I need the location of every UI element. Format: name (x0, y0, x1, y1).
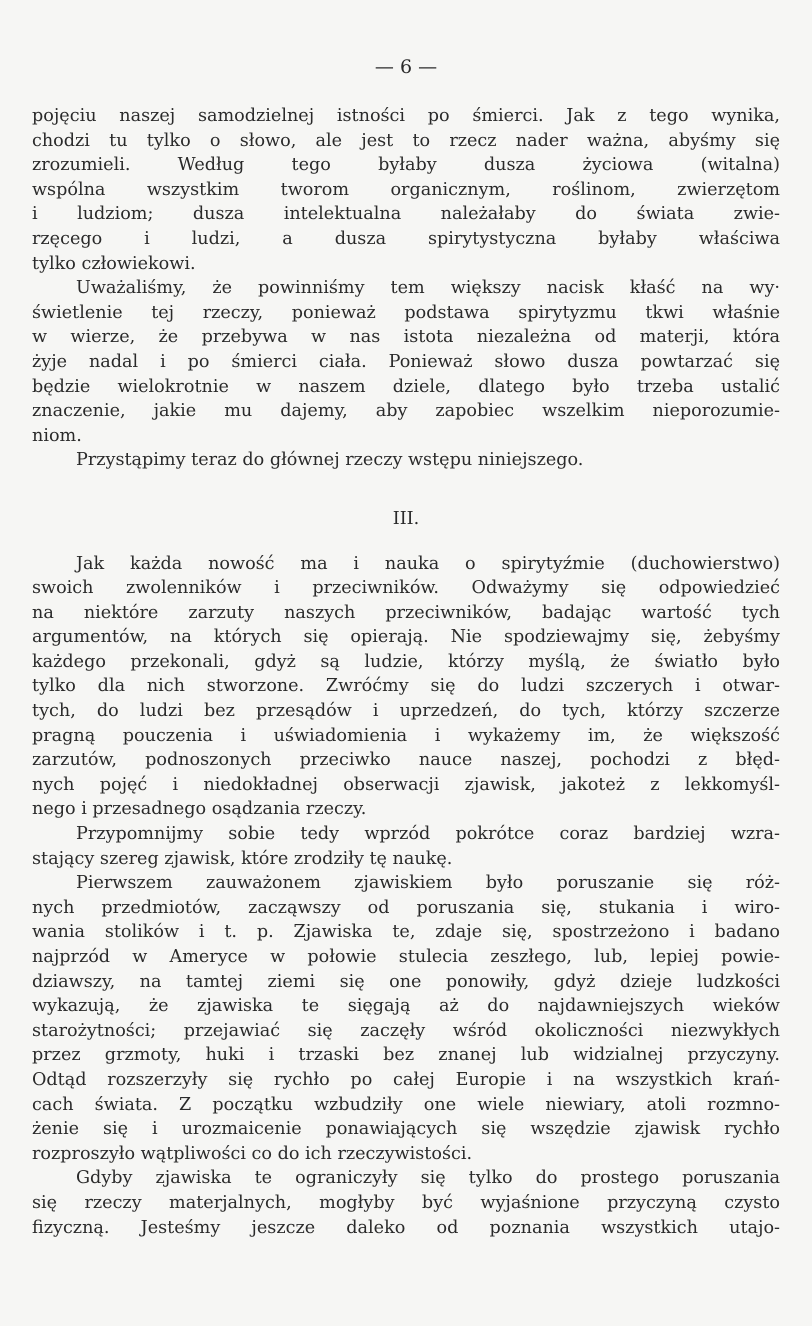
text-line: Pierwszem zauważonem zjawiskiem było poruszanie się róż- (76, 873, 780, 894)
text-line: świetlenie tej rzeczy, ponieważ podstawa spirytyzmu tkwi właśnie (32, 302, 780, 323)
text-line: argumentów, na których się opierają. Nie spodziewajmy się, żebyśmy (32, 627, 780, 648)
text-line: swoich zwolenników i przeciwników. Odważymy się odpowiedzieć (32, 578, 780, 599)
paragraph (32, 871, 780, 1166)
text-line: będzie wielokrotnie w naszem dziele, dlatego było trzeba ustalić (32, 376, 780, 397)
text-line: Przystąpimy teraz do głównej rzeczy wstępu niniejszego. (76, 450, 584, 471)
text-after-section (32, 552, 780, 1241)
text-line: tylko człowiekowi. (32, 253, 196, 274)
text-line: nych pojęć i niedokładnej obserwacji zjawisk, jakoteż z lekkomyśl- (32, 774, 780, 795)
text-line: dziawszy, na tamtej ziemi się one ponowiły, gdyż dzieje ludzkości (32, 971, 780, 992)
book-page (32, 54, 780, 1240)
text-line: zarzutów, podnoszonych przeciwko nauce naszej, pochodzi z błęd- (32, 750, 780, 771)
paragraph (32, 822, 780, 871)
text-line: Uważaliśmy, że powinniśmy tem większy nacisk kłaść na wy· (76, 278, 780, 299)
text-line: znaczenie, jakie mu dajemy, aby zapobiec wszelkim nieporozumie- (32, 401, 780, 422)
text-line: i ludziom; dusza intelektualna należałaby do świata zwie- (32, 204, 780, 225)
paragraph (32, 448, 780, 473)
text-line: każdego przekonali, gdyż są ludzie, którzy myślą, że światło było (32, 651, 780, 672)
text-line: starożytności; przejawiać się zaczęły wśród okoliczności niezwykłych (32, 1020, 780, 1041)
paragraph (32, 276, 780, 448)
text-line: przez grzmoty, huki i trzaski bez znanej lub widzialnej przyczyny. (32, 1045, 780, 1066)
text-before-section (32, 104, 780, 473)
text-line: żyje nadal i po śmierci ciała. Ponieważ słowo dusza powtarzać się (32, 351, 780, 372)
text-line: Gdyby zjawiska te ograniczyły się tylko do prostego poruszania (76, 1168, 780, 1189)
text-line: pragną pouczenia i uświadomienia i wykażemy im, że większość (32, 725, 780, 746)
text-line: nych przedmiotów, zacząwszy od poruszania się, stukania i wiro- (32, 897, 780, 918)
text-line: Odtąd rozszerzyły się rychło po całej Europie i na wszystkich krań- (32, 1069, 780, 1090)
text-line: stający szereg zjawisk, które zrodziły tę naukę. (32, 848, 453, 869)
text-line: pojęciu naszej samodzielnej istności po śmierci. Jak z tego wynika, (32, 106, 780, 126)
text-line: cach świata. Z początku wzbudziły one wiele niewiary, atoli rozmno- (32, 1094, 780, 1115)
section-heading: III. (392, 508, 420, 529)
text-line: żenie się i urozmaicenie ponawiających się wszędzie zjawisk rychło (32, 1119, 780, 1140)
text-line: nego i przesadnego osądzania rzeczy. (32, 799, 367, 820)
text-line: rzęcego i ludzi, a dusza spirytystyczna byłaby właściwa (32, 228, 780, 249)
text-line: się rzeczy materjalnych, mogłyby być wyjaśnione przyczyną czysto (32, 1192, 780, 1213)
text-line: Jak każda nowość ma i nauka o spirytyźmie (duchowierstwo) (76, 553, 780, 574)
text-line: rozproszyło wątpliwości co do ich rzeczywistości. (32, 1143, 473, 1164)
page-number: — 6 — (374, 56, 438, 78)
text-line: tylko dla nich stworzone. Zwróćmy się do ludzi szczerych i otwar- (32, 676, 780, 697)
paragraph (32, 1166, 780, 1240)
text-line: najprzód w Ameryce w połowie stulecia zeszłego, lub, lepiej powie- (32, 947, 780, 967)
text-line: wania stolików i t. p. Zjawiska te, zdaje się, spostrzeżono i badano (32, 922, 780, 943)
text-line: tych, do ludzi bez przesądów i uprzedzeń, do tych, którzy szczerze (32, 701, 780, 722)
text-line: zrozumieli. Według tego byłaby dusza życiowa (witalna) (32, 155, 780, 176)
text-line: chodzi tu tylko o słowo, ale jest to rzecz nader ważna, abyśmy się (32, 130, 780, 151)
text-line: wykazują, że zjawiska te sięgają aż do najdawniejszych wieków (32, 996, 780, 1017)
text-line: fizyczną. Jesteśmy jeszcze daleko od poznania wszystkich utajo- (32, 1217, 780, 1238)
text-line: niom. (32, 425, 82, 446)
paragraph (32, 104, 780, 276)
text-line: wspólna wszystkim tworom organicznym, roślinom, zwierzętom (32, 179, 780, 200)
text-line: w wierze, że przebywa w nas istota niezależna od materji, która (32, 327, 780, 348)
paragraph (32, 552, 780, 823)
text-line: Przypomnijmy sobie tedy wprzód pokrótce coraz bardziej wzra- (76, 824, 780, 845)
text-line: na niektóre zarzuty naszych przeciwników, badając wartość tych (32, 602, 780, 623)
